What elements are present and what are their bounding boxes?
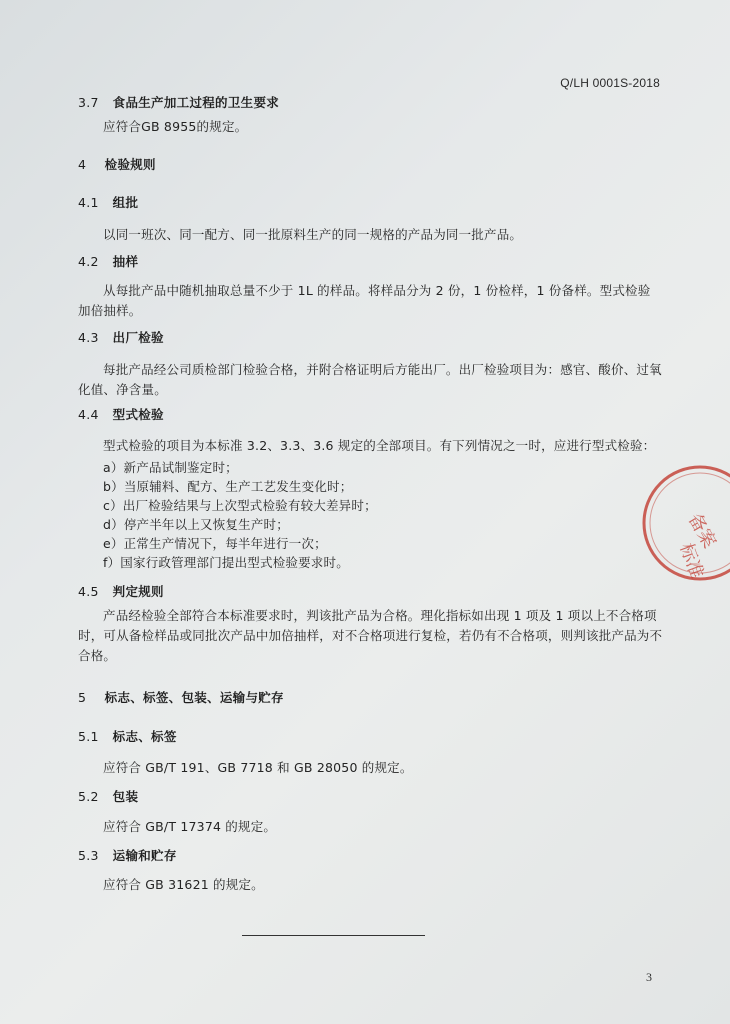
section-title: 包装 (112, 789, 139, 804)
list-item: e）正常生产情况下，每半年进行一次； (103, 536, 327, 551)
section-title: 运输和贮存 (112, 848, 177, 863)
section-number: 4.5 (78, 584, 99, 599)
section-5-3-heading (78, 846, 177, 864)
section-number: 3.7 (78, 95, 99, 110)
list-item: f）国家行政管理部门提出型式检验要求时。 (103, 555, 349, 570)
section-number: 4.2 (78, 254, 99, 269)
section-4-1-heading (78, 193, 138, 211)
section-3-7-heading (78, 93, 279, 111)
list-item: a）新产品试制鉴定时； (103, 460, 238, 475)
section-5-2-heading (78, 787, 138, 805)
section-4-3-heading (78, 328, 164, 346)
section-title: 食品生产加工过程的卫生要求 (112, 95, 280, 110)
section-5-1-text: 应符合 GB/T 191、GB 7718 和 GB 28050 的规定。 (103, 760, 413, 775)
section-4-5-heading (78, 582, 164, 600)
section-number: 4 (78, 157, 87, 172)
page-number: 3 (646, 970, 652, 984)
section-4-2-heading (78, 252, 138, 270)
section-number: 4.3 (78, 330, 99, 345)
section-number: 5.3 (78, 848, 99, 863)
section-title: 标志、标签、包装、运输与贮存 (104, 690, 284, 705)
section-5-1-heading (78, 727, 177, 745)
list-item: c）出厂检验结果与上次型式检验有较大差异时； (103, 498, 377, 513)
section-3-7-text: 应符合GB 8955的规定。 (103, 119, 248, 134)
section-5-heading (78, 688, 284, 706)
section-4-2-text: 从每批产品中随机抽取总量不少于 1L 的样品。将样品分为 2 份，1 份检样，1 份备样。型式检验加倍抽样。 (78, 283, 651, 318)
section-number: 5 (78, 690, 87, 705)
end-rule-line (242, 935, 425, 936)
svg-text:备案: 备案 (683, 510, 720, 552)
section-title: 判定规则 (112, 584, 164, 599)
section-number: 5.1 (78, 729, 99, 744)
section-5-3-text: 应符合 GB 31621 的规定。 (103, 877, 264, 892)
section-4-heading (78, 155, 156, 173)
seal-stamp (618, 458, 730, 588)
section-number: 4.4 (78, 407, 99, 422)
list-item: d）停产半年以上又恢复生产时； (103, 517, 289, 532)
section-4-5-text: 产品经检验全部符合本标准要求时，判该批产品为合格。理化指标如出现 1 项及 1 项以上不合格项时，可从备检样品或同批次产品中加倍抽样，对不合格项进行复检，若仍有不合格项，则判该批产品为不合格。 (78, 608, 663, 663)
section-4-1-text: 以同一班次、同一配方、同一批原料生产的同一规格的产品为同一批产品。 (103, 227, 523, 242)
section-4-4-text: 型式检验的项目为本标准 3.2、3.3、3.6 规定的全部项目。有下列情况之一时，应进行型式检验： (103, 438, 656, 453)
section-5-2-text: 应符合 GB/T 17374 的规定。 (103, 819, 277, 834)
section-title: 检验规则 (104, 157, 156, 172)
section-title: 标志、标签 (112, 729, 177, 744)
svg-text:标准: 标准 (675, 540, 708, 582)
section-number: 5.2 (78, 789, 99, 804)
section-number: 4.1 (78, 195, 99, 210)
section-title: 抽样 (112, 254, 139, 269)
standard-code: Q/LH 0001S-2018 (560, 76, 660, 90)
section-title: 出厂检验 (112, 330, 164, 345)
section-4-3-text: 每批产品经公司质检部门检验合格，并附合格证明后方能出厂。出厂检验项目为：感官、酸价、过氧化值、净含量。 (78, 362, 662, 397)
section-title: 组批 (112, 195, 139, 210)
list-item: b）当原辅料、配方、生产工艺发生变化时； (103, 479, 353, 494)
section-4-4-heading (78, 405, 164, 423)
section-title: 型式检验 (112, 407, 164, 422)
